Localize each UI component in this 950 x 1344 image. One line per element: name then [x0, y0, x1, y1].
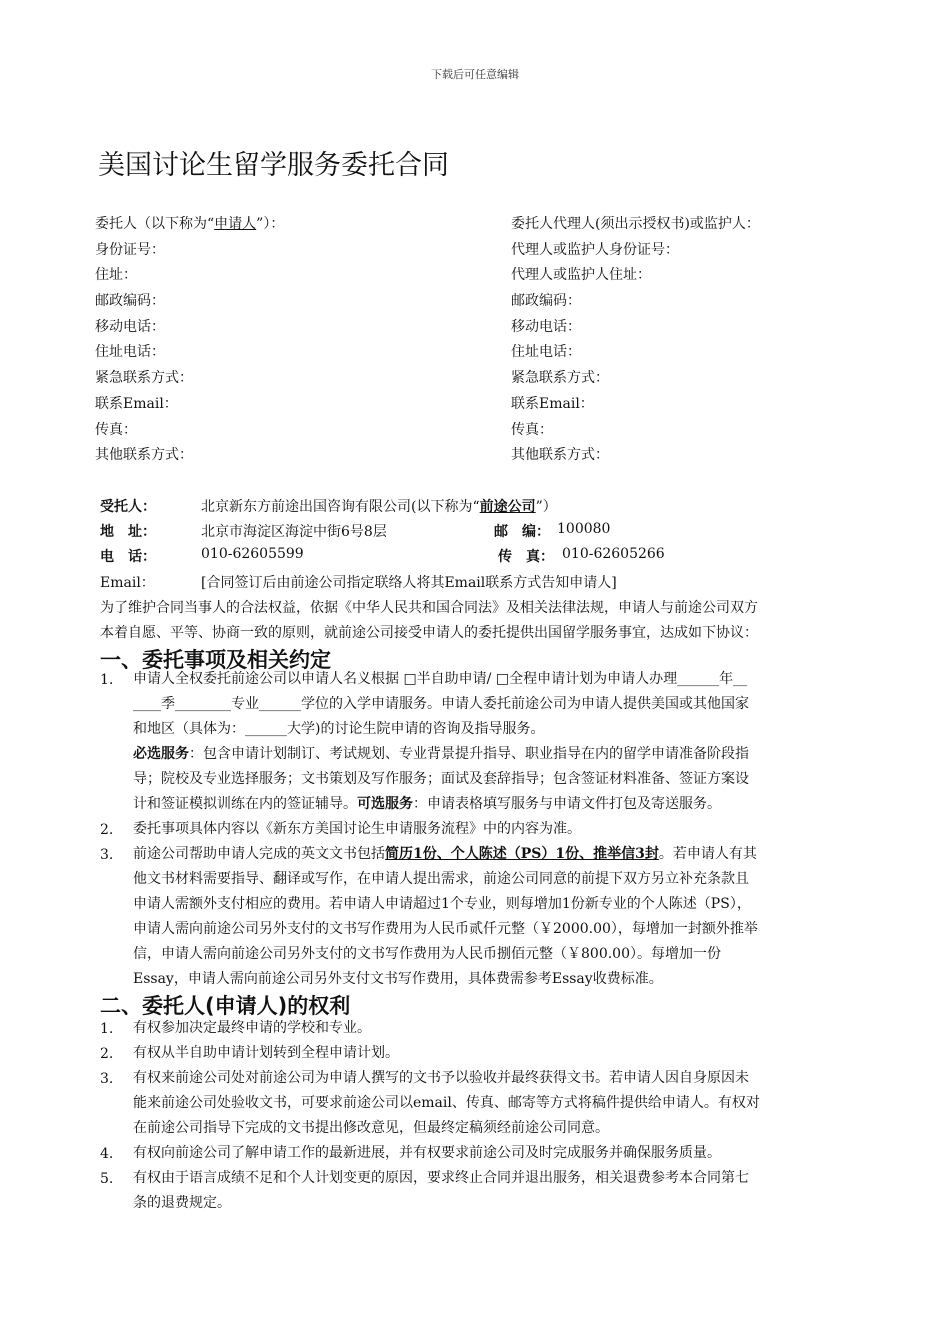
s2-item4-number: 4. [100, 1146, 114, 1162]
s1-item3-line: 他文书材料需要指导、翻译或写作，在申请人提出需求，前途公司同意的前提下双方另立补充条款且 [133, 871, 749, 887]
trustee-fax: 010-62605266 [562, 546, 665, 562]
client-address-field: 住址： [95, 267, 137, 284]
trustee-suffix: ”） [535, 499, 557, 515]
s1-item2-line: 委托事项具体内容以《新东方美国讨论生申请服务流程》中的内容为准。 [133, 821, 581, 837]
s2-item2-number: 2. [100, 1046, 114, 1062]
trustee-label: 受托人： [100, 499, 156, 515]
trustee-email-note: [合同签订后由前途公司指定联络人将其Email联系方式告知申请人] [201, 575, 617, 591]
required-services-text: 计和签证模拟训练在内的签证辅导。 [133, 796, 357, 812]
trustee-postcode: 100080 [557, 521, 611, 537]
s1-item3-prefix: 前途公司帮助申请人完成的英文文书包括 [133, 846, 385, 862]
optional-services-text: ：申请表格填写服务与申请文件打包及寄送服务。 [413, 796, 721, 812]
s2-item3-number: 3. [100, 1071, 114, 1087]
s1-item1-number: 1. [100, 672, 114, 688]
client-label-prefix: 委托人（以下称为“ [95, 216, 215, 232]
documents-included: 简历1份、个人陈述（PS）1份、推举信3封 [385, 846, 659, 862]
agent-emergency-field: 紧急联系方式： [511, 370, 609, 387]
s2-item5-number: 5. [100, 1171, 114, 1187]
document-title: 美国讨论生留学服务委托合同 [98, 150, 449, 181]
s2-item2-body [133, 1041, 850, 1066]
agent-postcode-field: 邮政编码： [511, 293, 581, 310]
client-mobile-field: 移动电话： [95, 318, 165, 335]
required-services-label: 必选服务 [133, 746, 189, 762]
s2-item4-line: 有权向前途公司了解申请工作的最新进展，并有权要求前途公司及时完成服务并确保服务质量。 [133, 1145, 721, 1161]
intro-line-1: 为了维护合同当事人的合法权益，依据《中华人民共和国合同法》及相关法律法规，申请人与前途公司双方 [100, 600, 758, 616]
page-header-note: 下载后可任意编辑 [431, 68, 519, 81]
s2-item1-number: 1. [100, 1021, 114, 1037]
agent-other-contact-field: 其他联系方式： [511, 447, 609, 464]
s1-item2-body [133, 817, 850, 842]
s2-item4-body [133, 1141, 850, 1166]
agent-label-field: 委托人代理人(须出示授权书)或监护人： [511, 216, 760, 232]
s1-item1-body [133, 667, 850, 817]
postcode-label: 邮 编： [494, 524, 550, 540]
agent-id-field: 代理人或监护人身份证号： [511, 241, 679, 258]
optional-services-label: 可选服务 [357, 796, 413, 812]
agent-mobile-field: 移动电话： [511, 318, 581, 335]
fax-label: 传 真： [498, 549, 554, 565]
intro-line-2: 本着自愿、平等、协商一致的原则，就前途公司接受申请人的委托提供出国留学服务事宜，达成如下协议： [100, 625, 758, 641]
s1-item1-line: 申请人全权委托前途公司以申请人名义根据 □半自助申请/ □全程申请计划为申请人办理______年__ [133, 671, 748, 687]
s1-item3-number: 3. [100, 847, 114, 863]
client-id-field: 身份证号： [95, 241, 165, 258]
address-label: 地 址： [100, 524, 156, 540]
client-other-contact-field: 其他联系方式： [95, 447, 193, 464]
required-services-line: 导；院校及专业选择服务；文书策划及写作服务；面试及套辞指导；包含签证材料准备、签证方案设 [133, 771, 749, 787]
s1-item3-line: 信，申请人需向前途公司另外支付的文书写作费用为人民币捌佰元整（￥800.00）。每增加一份 [133, 946, 721, 962]
agent-home-phone-field: 住址电话： [511, 344, 581, 361]
s2-item5-line: 条的退费规定。 [133, 1195, 231, 1211]
s1-item3-body [133, 842, 850, 992]
s1-item3-suffix: 。若申请人有其 [658, 846, 757, 862]
s1-item3-first-line [133, 842, 850, 867]
s2-item5-line: 有权由于语言成绩不足和个人计划变更的原因，要求终止合同并退出服务，相关退费参考本合同第七 [133, 1170, 749, 1186]
client-info-column [95, 212, 284, 469]
s1-item1-line: ____季________专业______学位的入学申请服务。申请人委托前途公司为申请人提供美国或其他国家 [133, 696, 749, 712]
s2-item5-body [133, 1166, 850, 1216]
client-postcode-field: 邮政编码： [95, 293, 165, 310]
s2-item3-line: 有权来前途公司处对前途公司为申请人撰写的文书予以验收并最终获得文书。若申请人因自身原因未 [133, 1070, 749, 1086]
trustee-address: 北京市海淀区海淀中街6号8层 [201, 524, 387, 540]
trustee-term: 前途公司 [479, 499, 536, 515]
agent-fax-field: 传真： [511, 421, 553, 438]
s2-item3-line: 在前途公司指导下完成的文书提出修改意见，但最终定稿须经前途公司同意。 [133, 1120, 609, 1136]
trustee-name [201, 496, 557, 516]
section-2-heading: 二、委托人(申请人)的权利 [100, 994, 351, 1018]
s2-item1-line: 有权参加决定最终申请的学校和专业。 [133, 1020, 371, 1036]
client-term: 申请人 [214, 216, 257, 232]
client-label-suffix: ”）： [256, 216, 285, 232]
client-emergency-field: 紧急联系方式： [95, 370, 193, 387]
phone-label: 电 话： [100, 549, 156, 565]
required-services-text: ：包含申请计划制订、考试规划、专业背景提升指导、职业指导在内的留学申请准备阶段指 [189, 746, 749, 762]
s1-item3-line: 申请人需额外支付相应的费用。若申请人申请超过1个专业，则每增加1份新专业的个人陈述（PS）， [133, 896, 751, 912]
s1-item3-line: 申请人需向前途公司另外支付的文书写作费用为人民币贰仟元整（￥2000.00），每增加一封额外推举 [133, 921, 758, 937]
s2-item3-body [133, 1066, 850, 1141]
required-services-line [133, 742, 850, 767]
agent-address-field: 代理人或监护人住址： [511, 267, 651, 284]
required-services-line [133, 792, 850, 817]
email-label: Email： [100, 575, 155, 591]
section-1-heading: 一、委托事项及相关约定 [100, 648, 331, 672]
agent-email-field: 联系Email： [511, 395, 594, 412]
s1-item1-line: 和地区（具体为：______大学)的讨论生院申请的咨询及指导服务。 [133, 721, 545, 737]
trustee-phone: 010-62605599 [201, 546, 304, 562]
client-email-field: 联系Email： [95, 395, 178, 412]
trustee-prefix: 北京新东方前途出国咨询有限公司(以下称为“ [201, 499, 480, 515]
client-fax-field: 传真： [95, 421, 137, 438]
client-label-line [95, 212, 284, 238]
s2-item3-line: 能来前途公司处验收文书，可要求前途公司以email、传真、邮寄等方式将稿件提供给申请人。有权对 [133, 1095, 760, 1111]
client-home-phone-field: 住址电话： [95, 344, 165, 361]
agent-info-column [511, 212, 760, 469]
s2-item1-body [133, 1016, 850, 1041]
s1-item2-number: 2. [100, 822, 114, 838]
s1-item3-line: Essay，申请人需向前途公司另外支付文书写作费用，具体费需参考Essay收费标准。 [133, 971, 663, 987]
s2-item2-line: 有权从半自助申请计划转到全程申请计划。 [133, 1045, 399, 1061]
